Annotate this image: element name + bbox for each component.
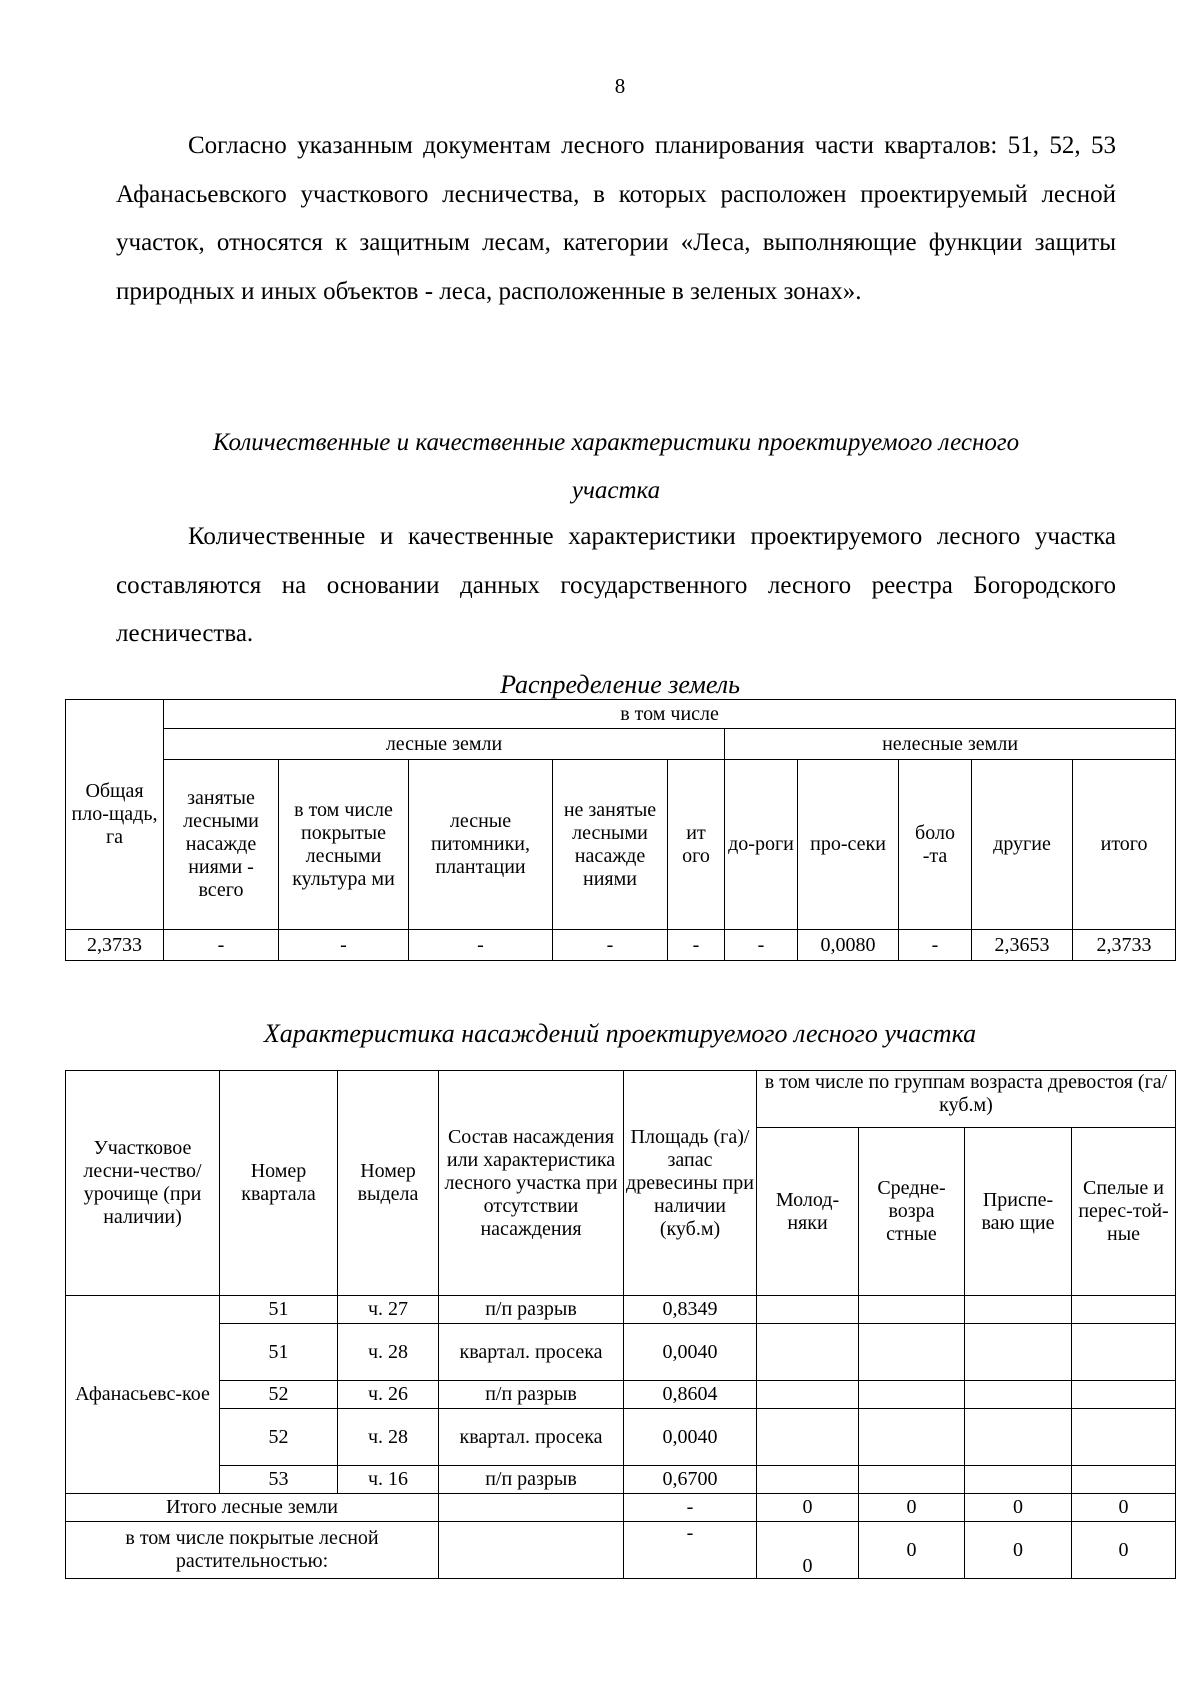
table-cell: п/п разрыв (439, 1296, 624, 1324)
table-cell (965, 1409, 1072, 1466)
table-cell: - (409, 930, 553, 961)
table-cell: 0 (965, 1494, 1072, 1522)
middle-aged-header: Средне-возра стные (859, 1128, 965, 1296)
forestry-header: Участковое лесни-чество/ урочище (при наличии) (66, 1071, 220, 1296)
stand-characteristics-table (65, 1070, 1176, 1579)
table-cell: 0 (859, 1522, 965, 1579)
table-cell: 0,0080 (798, 930, 899, 961)
forestry-name-cell: Афанасьевс-кое (66, 1296, 220, 1494)
column-header: другие (972, 760, 1073, 930)
table-cell: 53 (220, 1466, 338, 1494)
table-cell: 0 (1072, 1494, 1176, 1522)
table-cell (859, 1324, 965, 1381)
table-cell: - (899, 930, 972, 961)
quarter-header: Номер квартала (220, 1071, 338, 1296)
table-cell (965, 1466, 1072, 1494)
table-row (66, 1381, 1176, 1409)
total-forest-row (66, 1494, 1176, 1522)
page-number: 8 (614, 74, 626, 98)
table-cell: п/п разрыв (439, 1466, 624, 1494)
table-cell (439, 1522, 624, 1579)
table-cell: 0,0040 (624, 1324, 757, 1381)
total-forest-label: Итого лесные земли (66, 1494, 439, 1522)
table-cell (757, 1409, 859, 1466)
table-cell: ч. 16 (338, 1466, 439, 1494)
table-cell: 0 (965, 1522, 1072, 1579)
nonforest-lands-header: нелесные земли (725, 729, 1176, 760)
table-cell (1072, 1466, 1176, 1494)
table-cell: ч. 27 (338, 1296, 439, 1324)
total-covered-label: в том числе покрытые лесной растительностью: (66, 1522, 439, 1579)
table-cell: 0 (859, 1494, 965, 1522)
section-title-line: Количественные и качественные характеристики проектируемого лесного (212, 429, 1020, 456)
area-header: Площадь (га)/запас древесины при наличии (куб.м) (624, 1071, 757, 1296)
column-header: занятые лесными насажде ниями - всего (164, 760, 279, 930)
column-header: итого (1073, 760, 1176, 930)
total-covered-row (66, 1522, 1176, 1579)
table-cell: квартал. просека (439, 1409, 624, 1466)
including-header: в том числе (164, 700, 1176, 729)
mature-header: Спелые и перес-той-ные (1072, 1128, 1176, 1296)
table-cell: 0,0040 (624, 1409, 757, 1466)
table-cell (757, 1466, 859, 1494)
table-cell: - (164, 930, 279, 961)
composition-header: Состав насаждения или характеристика лесного участка при отсутствии насаждения (439, 1071, 624, 1296)
section-title-line: участка (571, 477, 661, 504)
column-header: до-роги (725, 760, 798, 930)
table-row (66, 1466, 1176, 1494)
table-cell: 0 (757, 1494, 859, 1522)
paragraph-text: Согласно указанным документам лесного планирования части кварталов: 51, 52, 53 Афанасьевского участкового лесничества, в которых расположен проектируемый лесной участок, относятся к защитным лесам, категории «Леса, выполняющие функции защиты природных и иных объектов - леса, расположенные в зеленых зонах». (116, 132, 1116, 305)
table-cell (859, 1409, 965, 1466)
table-cell: 0,6700 (624, 1466, 757, 1494)
table-cell: - (624, 1522, 757, 1579)
paragraph-characteristics (116, 513, 1116, 659)
table-cell: 52 (220, 1409, 338, 1466)
age-groups-header: в том числе по группам возраста древостоя (га/куб.м) (757, 1071, 1176, 1128)
table-cell: 0 (757, 1522, 859, 1579)
allotment-header: Номер выдела (338, 1071, 439, 1296)
land-table-caption: Распределение земель (500, 670, 740, 699)
paragraph-forest-category (116, 122, 1116, 316)
table-cell: - (553, 930, 668, 961)
table-cell: 51 (220, 1324, 338, 1381)
table-row (66, 1324, 1176, 1381)
column-header: боло -та (899, 760, 972, 930)
stand-table-caption: Характеристика насаждений проектируемого лесного участка (263, 1019, 977, 1048)
table-cell: ч. 26 (338, 1381, 439, 1409)
table-cell (757, 1324, 859, 1381)
table-cell: ч. 28 (338, 1324, 439, 1381)
table-row (66, 1409, 1176, 1466)
table-cell (1072, 1381, 1176, 1409)
table-cell: - (279, 930, 409, 961)
table-cell (859, 1381, 965, 1409)
table-cell (1072, 1296, 1176, 1324)
table-cell: 0,8349 (624, 1296, 757, 1324)
table-cell: 2,3733 (1073, 930, 1176, 961)
table-cell (757, 1381, 859, 1409)
table-cell (439, 1494, 624, 1522)
table-cell: ч. 28 (338, 1409, 439, 1466)
table-cell: - (725, 930, 798, 961)
table-cell: 51 (220, 1296, 338, 1324)
forest-lands-header: лесные земли (164, 729, 725, 760)
table-cell (965, 1381, 1072, 1409)
table-row (66, 930, 1176, 961)
table-cell: 2,3733 (66, 930, 164, 961)
table-cell (1072, 1324, 1176, 1381)
table-cell (859, 1466, 965, 1494)
table-cell: 52 (220, 1381, 338, 1409)
column-header: про-секи (798, 760, 899, 930)
maturing-header: Приспе-ваю щие (965, 1128, 1072, 1296)
total-area-header: Общая пло-щадь, га (66, 700, 164, 930)
column-header: ит ого (668, 760, 725, 930)
paragraph-text: Количественные и качественные характеристики проектируемого лесного участка составляются на основании данных государственного лесного реестра Богородского лесничества. (116, 523, 1116, 647)
table-cell: 0,8604 (624, 1381, 757, 1409)
table-cell: 0 (1072, 1522, 1176, 1579)
column-header: в том числе покрытые лесными культура ми (279, 760, 409, 930)
land-distribution-table (65, 699, 1176, 961)
table-cell (757, 1296, 859, 1324)
section-title (116, 419, 1116, 515)
table-cell (965, 1296, 1072, 1324)
table-cell: - (624, 1494, 757, 1522)
table-cell: 2,3653 (972, 930, 1073, 961)
table-cell: п/п разрыв (439, 1381, 624, 1409)
column-header: лесные питомники, плантации (409, 760, 553, 930)
table-row (66, 1296, 1176, 1324)
table-cell (1072, 1409, 1176, 1466)
table-cell: квартал. просека (439, 1324, 624, 1381)
table-cell: - (668, 930, 725, 961)
table-cell (859, 1296, 965, 1324)
table-cell (965, 1324, 1072, 1381)
column-header: не занятые лесными насажде ниями (553, 760, 668, 930)
young-header: Молод-няки (757, 1128, 859, 1296)
